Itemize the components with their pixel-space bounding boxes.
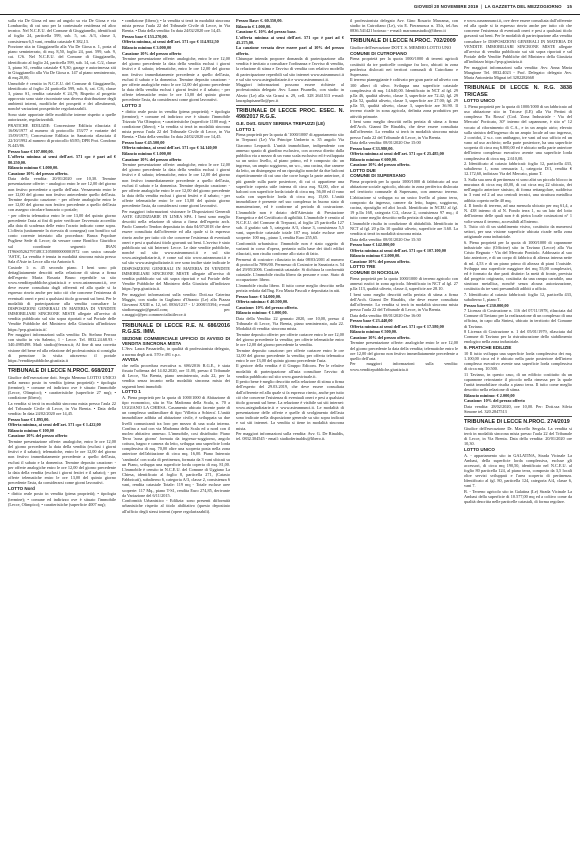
notice-paragraph: 4. Il fondo di terreno, ad una mensola ubicato per mq 61,4, a N. 438 interno di al N. Fondo terra 1, su un lato del lotto dell'interno delle quali non è di pietra locale costruzioni n° 1 volte senza il terreno, accessibili all'interno. xyxy=(464,203,572,224)
notice-paragraph: il professionista delegato Avv. Gino Rosario Marrama, con studio in Cutrofiano (Le), via E. Fieramosca n. 35/a, tel./fax 0836.541421 botosso - e-mail: marramastudio@libero.it xyxy=(350,18,458,34)
notice-paragraph: Piena proprietà per la quota 1000/1000 di fabbricato ad uso abitazione sociale agricolo, ubicato in zona periferica dislocata nel territorio comunale di Supersano, con annesso terreno. L'abitazione si sviluppa su un unico livello al piano terra, composto da ingresso, camere da letto, bagno, soggiorno, cucina, ripostiglio ed altri locali. Identificato in NCEU al fgl. 19 p.lla 168, categoria C/2, classe 2, consistenza 97 mq.; il tutto come meglio descritto nella perizia di stima agli atti. xyxy=(350,179,458,221)
notice-columns xyxy=(8,18,572,836)
price-line: Offerta minima: € 40.500,00. xyxy=(236,299,289,305)
notice-paragraph: Termine presentazione offerte: analogiche entro le ore 12,00 del giorno precedente la data della vendita; telematiche entro le ore 12,00 del giorno non festivo immediatamente precedente a quello dell'asta. xyxy=(350,340,458,361)
notice-paragraph: Il gestore della vendita è il Gruppo Edicom. Per le relative modalità di partecipazione all'asta consultare l'avviso di vendita pubblicato sul sito www.garavirtuale.it. xyxy=(236,363,344,379)
price-line: Cauzione 10% del prezzo offerto. xyxy=(8,170,69,176)
notice-paragraph: Piena proprietà per la quota 1000/1000 di terreni agricoli costituiti da tre particelle contigue fra loro, ubicati in zona periferica dislocati nei territori comunali di Cutrofiano e Supersano. xyxy=(350,56,458,77)
notice-paragraph: Giudice dell'esecuzione Dr. Marcello Sergola. La vendita si terrà in modalità sincrona mista presso l'aula 22 del Tribunale di Lecce, in Via Brenta. Data della vendita: 20/01/2020 ore 10,30. xyxy=(464,425,572,447)
notice-paragraph: Per maggiori informazioni visionare le Disposizioni Generali ASTE GIUDIZIARIE IN LINEA SPA. I beni sono meglio descritti nella relazione di stima a firma dell'esperto arch. Paolo Carmelo Tendon depositata in data 04/07/2018 che deve essere consultata dall'offerente ed alla quale si fa espresso rinvio anche per tutto ciò che concerne l'esistenza di eventuali oneri e pesi a qualsiasi titolo gravanti sui beni. L'avviso è stato pubblicato sui siti Internet: Lecce. Le date vendite pubbliche, nonché sul sito www.asteannunci.it e sul sito www.astegiudiziarie.it, è come sul sito www.asteannunci.it e sul sito www.astegiudiziarie.it ove sono inoltre state indicate le DISPOSIZIONI GENERALI IN MATERIA DI VENDITE IMMOBILIARI SINCRONE MISTE allegate all'avviso di vendita pubblicato sui siti sopra riportati e sul Portale delle Vendite Pubbliche del Ministero della Giustizia all'indirizzo https://pvp.giustizia.it. xyxy=(122,208,230,292)
price-line: Rilancio € 1.000,00. xyxy=(236,23,272,29)
price-line: Prezzo base € 45.500,00 xyxy=(122,139,165,145)
notice-paragraph: Piena proprietà per la quota 1000/1000 di terreno agricolo con annessi rustici in zona agricola. Identificato in NCT al fgl. 27 p.lla 113, qualità uliveto, classe 4, superficie are 28.10. xyxy=(350,275,458,292)
notice-paragraph: Termine deposito cauzione: per offerte cartacee entro le ore 12,00 del giorno precedente la vendita; per offerta telematica entro le ore 13,00 del quinto giorno precedente l'asta. xyxy=(236,347,344,363)
header-page-number: 15 xyxy=(566,4,572,9)
price-line: Offerta minima, ai sensi dell'art. 571 cpc € 34.140,00 xyxy=(122,145,217,151)
notice-paragraph: 7 Licenza di Costruzione n. 116 del 07/11/1978, rilasciata dal Comune di Taviano per la realizzazione di un complesso di una officina, in capo alla Sintesi, ubicato in territorio del Comune di Taviano. xyxy=(464,308,572,329)
notice-paragraph: 3. Sulla sua area di pertinenza vi sono altri un piccolo blocco in muratura di circa mq 40,00, di cui circa mq 22 ubicato, dei nell'angolo anteriore sinistro, di forma rettangolare, suddiviso in 3 vani ed 2 ad uso centrali tecnici, una struttura metallica adibita coperto nelle 40 mq. xyxy=(464,176,572,203)
notice-subheading: LOTTO 1 xyxy=(236,126,255,132)
notice-paragraph: • condizione (libero); • la vendita si terrà in modalità sincrona mista presso l'aula 22 del Tribunale Civile di Lecce, in Via Brenta. • Data della vendita: In data 24/02/2020 ore 14,45. xyxy=(122,18,230,34)
notice-paragraph: Il terreno pianeggiante è coltivato per gran parte ad uliveto con 100 alberi di ulivo. Sviluppa una superficie catastale complessiva di mq. 14.640,00. Identificato in NCT al fgl. 29 p.lla 46, qualità uliveto, classe 3, superficie are 72.42; fgl. 29 p.lla 52, qualità uliveto, classe 3, superficie are 27.00; fgl. 29 p.lla 55, qualità uliveto, classe 3, superficie are 36.90. Il terreno ricade in zona agricola, definita zona produttiva per attività primarie. xyxy=(350,77,458,119)
notice-paragraph: Chiunque intenda proporre domanda di partecipazione alla vendita è invitato a consultare l'ordinanza e l'avviso di vendita, la relazione di stima e l'avviso di vendita con relativo modello di partecipazione reperibili sul sito internet www.asteannunci.it e sul sito www.astegiudiziarie.it e www.asteannunci.it. xyxy=(236,56,344,82)
notice-paragraph: Data della vendita: 08/01/2020 Ore 15:30 xyxy=(350,236,421,242)
notice-paragraph: e www.oaseannunci.it, ove deve essere consultata dall'offerente ed alla quale si fa espresso rinvio anche per tutto ciò che concerne l'esistenza di eventuali oneri e pesi a qualsiasi titolo gravanti sui beni. Per le modalità di partecipazione alla vendita consultare le DISPOSIZIONI GENERALI IN MATERIA DI VENDITE IMMOBILIARI SINCRONE MISTE allegate all'avviso di vendita pubblicato sui siti sopra riportati e sul Portale delle Vendite Pubbliche del Ministero della Giustizia all'indirizzo https://pvp.giustizia.it xyxy=(464,18,572,65)
notice-title: TRIBUNALE DI LECCE N.PROC. 274/2019 xyxy=(464,419,570,426)
notice-paragraph: Per maggiori informazioni sulla vendita: Avv. G. De Rinaldis, tel. 0832.304545 - email: studioderinaldis@libero.it. xyxy=(236,431,344,442)
price-line: Cauzione 10% del prezzo offerto xyxy=(122,156,182,162)
price-line: Rilancio minimo € 1.000,00 xyxy=(122,150,172,156)
notice-paragraph: 10 Il tutto sviluppa una superficie lorda complessiva dei mq. 1.100,00 circa ed è ubicato nella parte posteriore dell'intero complesso esecutivo avente una superficie lorda complessiva di circa mq. 10.500. xyxy=(464,350,572,372)
notice-paragraph: Custode 1: n. 45 secondo piano. I beni sono più dettagliatamente descritti nella relazione di stima a firma dell'esperto Maria Rosaria Bruno reperibile su sito www.venditepubbliche.giustizia.it e www.asteannunci.it, ove deve essere consultata dagli offerenti ed alla quale si fa espresso rinvio anche per tutto ciò che concerne l'esistenza di eventuali oneri e pesi a qualsiasi titolo gravanti sui beni. Per le modalità di partecipazione alla vendita consultare la DISPOSIZIONI GENERALI IN MATERIA DI VENDITE IMMOBILIARI SINCRONE MISTE allegate all'avviso di vendita pubblicato sul sito sopra riportati e sul Portale delle Vendite Pubbliche del Ministero della Giustizia all'indirizzo https://pvp.giustizia.it/. xyxy=(8,264,116,332)
notice-subheading: LOTTO UNICO xyxy=(464,446,495,452)
price-line: Offerta minima, ai sensi dell'art. 571 cpc € 1.422,00 xyxy=(8,422,101,428)
notice-paragraph: I beni sono meglio descritti nella perizia di stima a firma dell'Arch. Gianni De Rinaldis, che deve essere consultata dall'offerente. La vendita si terrà in modalità sincrona mista presso l'aula 22 del Tribunale di Lecce, in Via Brenta. xyxy=(350,291,458,313)
price-line: Prezzo Base: €. 60.350,00. xyxy=(236,18,283,23)
notice-subheading: LOTTO 1 xyxy=(122,389,141,395)
notice-paragraph: Termine deposito offerte: per offerte cartacee entro le ore 12,00 del giorno precedente la vendita; per offerte telematiche entro le ore 12,00 del giorno precedente la vendita. xyxy=(236,331,344,347)
notice-paragraph: Porzione sita in Giuggianello alla Via De Giosa n. 1, posta al piano seminterrato, di mq. 8,50, foglio 24, part. 599, sub. 9, cat. C/6. Nel N.C.E.U. del Comune di Giuggianello, identificato al foglio 24, particella 599, sub. 14, cat. C/2, classe 3, piano S1, rendita catastale € 9,30; garage e autorimessa siti in Giuggianello alla Via De Giosa n. 147 al piano seminterrato, di mq.20,00, xyxy=(8,44,116,81)
price-line: Prezzo base: € 54.000,00. xyxy=(236,293,282,299)
notice-paragraph: 8 Licenza di Costruzione n. 1 del 05/01/1979, rilasciata dal Comune di Taviano per la ristrutturazione dello stabilimento enologico nella zona industriale. xyxy=(464,329,572,345)
notice-paragraph: B. - Terreno agricolo sito in Galatina (Le) Strada Vicinale La Ambasi della superficie di 10.577,00 mq ed a coltivo come da qualità descritta nelle particelle catastali, di forma regolare. xyxy=(464,489,572,505)
notice-paragraph: 5. Tutto ciò di un stabilimento visivo, costituito da numerosi settori, per una visione superficie ubicata ricade nella zona artigianale zona industriale. xyxy=(464,224,572,240)
notice-paragraph: Giudice dell'esecuzione DOTT. S. MEMMO LOTTO UNO xyxy=(350,45,452,51)
price-line: Cauzione 10% del prezzo offerto xyxy=(122,50,182,56)
notice-subheading: LOTTO DUE xyxy=(350,167,376,173)
notice-paragraph: Data vendita: 28/02/2020, ore 10,00. Per: Dott.ssa Silvia Simone tel. 320.2847513 xyxy=(464,403,572,414)
notice-paragraph: Per maggiori informazioni sulla vendita: www.venditepubbliche.giustizia.it xyxy=(350,361,458,372)
notice-title: TRIBUNALE DI LECCE R.E. N. 686/2016 R.G.ES. IMM. xyxy=(122,322,230,335)
header-line: GIOVEDÌ 20 NOVEMBRE 2019 | LA GAZZETTA DEL MEZZOGIORNO 15 xyxy=(413,4,572,9)
notice-subheading: COMUNE DI SUPERSANO xyxy=(350,173,406,179)
notice-subheading: SEZIONE COMMERCIALE UFFICIO DI AVVISO DI VENDITA SINCRONA MISTA xyxy=(122,335,230,346)
notice-paragraph: che nella procedura esecutiva n. 686/2016 R.G.E., è stata fissata l'udienza del 14.02.2020, ore 11.00, presso il Tribunale di Lecce, Via Brenta, piano seminterrato, aula 22, per la vendita senza incanto nella modalità sincrona mista dei seguenti beni immobili: xyxy=(122,362,230,389)
notice-subheading: 9. PRATICHE EDILIZIE xyxy=(464,345,512,351)
notice-paragraph: L'Avv. Laura Passariello, in qualità di professionista delegato, a norma degli artt. 570 e 491 c.p.c. xyxy=(122,346,230,357)
notice-subheading: COMUNE DI NOCIGLIA xyxy=(350,270,399,276)
notice-paragraph: Conformità Urbanistico - Edilizia: sono presenti difformità urbanistiche rispetto al titolo abilitativo (questo depositato all'ufficio degli stessi interni (opere regolarizzabili). xyxy=(122,498,230,514)
price-line: Rilancio minimo € 600,00. xyxy=(350,156,398,162)
price-line: Cauzione 10% del prezzo offerto xyxy=(8,433,68,439)
price-line: Cauzione €. 10% del prezzo base. xyxy=(236,29,297,35)
notice-paragraph: Permessi di costruire: rilasciato in data 08/03/2001 al numero di protocollo 7896/00. Permesso di Costruire in Sanatoria n. 54 del 29/05/2006. Conformità catastale: Si dichiara la conformità catastale. L'immobile risulta libero da persone e cose. Stato di occupazione: libero. xyxy=(236,256,344,283)
column-2 xyxy=(122,18,230,836)
notice-paragraph: sulla via De Giosa ed uno ad angolo su via De Giosa e via Lombardia; di cui uno per la contestuale residenza ed altro tecnico. Nel N.C.E.U. del Comune di Giuggianello, identificati al foglio 24, particella 599, sub. 5, cat. A/3, classe 3, consistenza 6,5 vani, rendita catastale € 382,13. xyxy=(8,18,116,44)
notice-paragraph: A. Piena proprietà per la quota di 1000/1000 di Abitazione di tipo economico, sita in Via Madonna della Scala, n. 70 a UGGIANO LA CHIESA. Casamento ubicato facente parte di un complesso unifamiliare di tipo 'Villetta a Schiera'. L'unità immobiliare adibita ad abitazione civile, è sviluppata su due livelli comunicanti tra loro per mezzo di una scala interna. Confina a sud con via Madonna della Scala ed a nord con il nucleo abitativo annesso. L'immobile, cosi distribuito: Piano Terra 'zona giorno' formata da ingresso-soggiorno, angolo cottura, bagno e camera da letto, sviluppa una superficie lorda complessiva di mq. 70,00 oltre una scoperta posta nella zona anteriore dell'abitazione di circa mq. 16,00. Piano Interrato 'cantinola' con scala di pertinenza, formata da 3 vani ubicati su un Piano, sviluppa una superficie lorda coperta di mq. 81,00. L'immobile è censito in N.C.E.U. del Comune di Uggiano La Chiesa, identificato al foglio 8, particella 271, (Catasto Fabbricati), subalterno 6, categoria A/3, classe 2, consistenza 6 vani, rendita catastale Totale: 119 mq - Totale escluse aree scoperte: 117 Mq., piano T-S1, rendita Euro 274,85, derivante da Variazione del 6/11/2015. xyxy=(122,394,230,498)
price-line: Rilancio minimo: € 1.000,00. xyxy=(236,310,288,316)
notice-paragraph: Data della vendita: 08/01/2020 Ore 16:00 xyxy=(350,312,421,318)
column-1 xyxy=(8,18,116,836)
price-line: Offerta minima ai sensi dell'art. 571 cpc € 17.580,00 xyxy=(350,323,444,329)
notice-paragraph: Data della vendita: 20/01/2020 ore 10,30. Termine presentazione offerte: - analogico entro le ore 12,00 del giorno non festivo precedente a quello dell'asta. Versamento entro le ore 12,00 del giorno non festivo antecedente quello dell'asta. Termine deposito cauzione: - per offerte analogiche entro le ore 12,00 del giorno non festivo precedente a quello dell'asta con assegno circolare bancario o postale; xyxy=(8,176,116,213)
notice-paragraph: • diritto reale posto in vendita (piena proprietà); • tipologia (termine); • comune ed indirizzo ove è situato l'immobile Trizzato Via Olimpico; • caratteristiche (superficie 1100 mq); • condizione (libero); • la vendita si terrà in modalità sincrona mista presso l'aula 22 del Tribunale Civile di Lecce, in Via Brenta. • Data della vendita: In data 24/02/2020 ore 14,45. xyxy=(122,108,230,140)
price-line: L'offerta minima ai sensi dell'art. 571 cpc è pari ad € 45.275,00. xyxy=(236,34,344,45)
notice-paragraph: Sono state apportate delle modifiche interne rispetto a quelle autorizzate, regolarizzabili. xyxy=(8,111,116,123)
price-line: Prezzo base € 230.000,00 xyxy=(464,302,509,308)
notice-divider xyxy=(464,416,572,417)
notice-title: TRIBUNALE DI LECCE PROC. ESEC. N. 498/2017 R.G.E. xyxy=(236,107,344,121)
notice-divider xyxy=(464,82,572,83)
price-line: Cauzione 10% del prezzo offerto. xyxy=(350,162,411,168)
price-line: Prezzo base € 153.270,00. xyxy=(122,33,168,39)
notice-paragraph: I beni sono meglio descritti nella perizia di stima a firma dell'Arch. Gianni De Rinaldis, che deve essere consultata dall'offerente. La vendita si terrà in modalità sincrona mista presso l'aula 22 del Tribunale di Lecce, in Via Brenta. xyxy=(350,119,458,140)
price-line: La cauzione versata deve essere pari al 10% del prezzo offerto. xyxy=(236,45,344,56)
price-line: Cauzione 10% del prezzo offerto. xyxy=(350,258,411,264)
notice-subheading: LOTTO UNICO xyxy=(464,98,495,104)
notice-title: TRIBUNALE DI LECCE N. R.G. 3838 TRICASE xyxy=(464,85,572,98)
notice-paragraph: Per maggiori informazioni sulla vendita: Dr. Stefano Ferrara con studio in via Salento, 1 - Lecce. Tel. 0832.24.68.93 - 340.4985498. Mail: studio@ferrara.it; Al fine di una corretta visione del bene ed alla relazione del professionista si consiglia di prenotare la visita attraverso il portale https://venditepubbliche.giustizia.it xyxy=(8,332,116,363)
notice-paragraph: L'immobile risulta libero. Il tutto come meglio descritto nella perizia redatta dall'Ing. Eva Marta Pascali e depositata in atti. xyxy=(236,282,344,294)
price-line: Rilancio minimo: € 2.000,00 xyxy=(464,392,515,398)
notice-paragraph: Per maggiori informazioni sulla vendita: Dott.ssa Caterina Maggio, con studio in Gagliano d'Otranto (Le) alla Piazza Giovanni XXIII n. 12, tel. 0836/1217 - 1/ 2008/15394; e-mail studiomaggio@gmail.com; pec c.maggio@pec.commercialistilecce.it xyxy=(122,291,230,318)
notice-divider xyxy=(236,105,344,106)
notice-subheading: COMUNE DI CUTROFIANO xyxy=(350,50,407,56)
notice-subheading: G.E. Dott. GIUSY SERENA TREPUZZI (LE) xyxy=(236,120,325,126)
price-line: Rilancio minimo € 500,00. xyxy=(350,329,398,335)
notice-paragraph: Termine presentazione offerte: analogiche, entro le ore 12,00 del giorno precedente la data della vendita esclusi i giorni festivi e il sabato; telematiche, entro le ore 12,00 del giorno non festivo immediatamente precedente a quello dell'asta, esclusi il sabato e la domenica. Termine deposito cauzione: - per offerte analogiche entro le ore 12,00 del giorno precedente la data della vendita esclusi i giorni festivi e il sabato; - per offerte telematiche entro le ore 13,00 del quinto giorno precedente l'asta, da considerarsi come giorni lavorativi. xyxy=(122,56,230,103)
price-line: Prezzo base € 142.800,00 xyxy=(350,242,395,248)
notice-paragraph: 1. Piena proprietà per la quota di 1000/1000 di un fabbricato ad uso abitazione sito in Tricase (LE) alla Via Pertini di complesso 'Ex Rossa' (Cod. 'Zona Industriale - Via del Mercato' Porticato, 30° interno del capannone, è sito n° 12 vocato al rifornimento di C.A., e in un ampio atrio; elevato sulla sinistra dell'ingresso da un ampio locale ad uso ingresso, 2 corridoi, 2 w.c. con antibagno, tre vani ad uso ufficio ed un vano ad uso archivio; nella parte posteriore, ha una superficie scoperta di circa mq 6.800,00 ed è ubicato nella parte anteriore dell'intero complesso esecutivo avente una superficie lorda complessiva di circa mq. 2.610,00. xyxy=(464,103,572,161)
notice-subheading: LOTTO 3 xyxy=(122,102,141,108)
notice-paragraph: 7. Identificato al catasto fabbricati: foglio 12, particella 433, subalterno 1, piano T. xyxy=(464,291,572,303)
notice-subheading: LOTTO Nord xyxy=(8,485,35,491)
header-date: GIOVEDÌ 20 NOVEMBRE 2019 xyxy=(413,4,479,9)
notice-paragraph: Per maggiori informazioni sulla vendita: Avv. Anna Maria Mangione Tel. 0832.4023 - Prof. Delegato: delegato Avv. Maria Antonietta Mignai tel 3282282668 xyxy=(464,64,572,81)
notice-paragraph: A. - appartamento sito in GALATINA, Strada Vicinale La Ambasi, della superficie lorda complessiva, escluse gli accessori, di circa mq 190,50, identificato nel N.C.E.U. al foglio 80 particella 124, al piano terra, composto da 3,5 locali oltre servizi sviluppati e l'area scoperta di pertinenza. Identificato al fgl. 80, particella 124, categoria A/4, classe 6, vani 7. xyxy=(464,452,572,489)
price-line: Cauzione 10% del prezzo offerto. xyxy=(350,334,411,340)
notice-paragraph: Maggiori informazioni possono essere richieste al professionista delegato Avv. Laura Pisanello, con studio in Alezio (Le) alla via Grassi n. 29, cell. 328 2641513 e-mail: lauraplapisanello@pec.it xyxy=(236,82,344,103)
price-line: Prezzo base € 1.895,00. xyxy=(8,416,50,422)
notice-divider xyxy=(8,365,116,366)
price-line: Offerta minima ai sensi dell'art. 571 cpc € 107.100,00 xyxy=(350,247,446,253)
notice-paragraph: Piena proprietà per la quota di '1000/1000' di appartamento sito in Trepuzzi (Le) Via Principe Umberto n. 35 angolo Via Giacomo Leopardi. L'unità immobiliare, indipendente con annesso spazio di giardino esclusivo, con accesso diretto dalla pubblica via a mezzo di un vano scala esclusivo ed è sviluppata su un unico livello, al piano primo, ed è composto da: un ingresso, un ampio soggiorno, un w.c., una cucina, due camere da letto, un disimpegno ed un ripostiglio nonché da due balconi rispettivamente di cui uno che corre lungo la parte anteriore, il più grande sulla parte posteriore, di cui ci appartiene una superficie coperta utile interna di circa mq. 92,00, oltre ai balconi con superficie lorda totale di circa mq. 56,00 ed il vano scala con superficie lorda di circa mq. 15,00. L'unità immobiliare è presente nel suo complesso in buono stato di manutenzione, ed è conforme al periodo di costruzione. L'immobile non è dotato dell'Attestato di Prestazione Energetica e del Certificato di agibilità. L'immobile è censito al N.C.E.U. del Comune di Trepuzzi, al foglio 25 particella 127 sub. 4 grafato sub 5, categoria A/3, classe 3, consistenza 5,5 vani, superficie catastale totale 107 mq. totale escluse aree scoperte: 100 mq., piano 1, rendita Euro 255,65. xyxy=(236,132,344,241)
notice-title: TRIBUNALE DI LECCE N.PROC. 702/2009 xyxy=(350,38,456,45)
notice-paragraph: L'immobile risulta in condizione di abitabilità. Identificato in NCT al fgl. 20 p.lla 10 qualità uliveto, superficie are 3.60. La vendita si terrà in modalità sincrona mista. xyxy=(350,220,458,237)
notice-divider xyxy=(350,35,458,36)
price-line: L'offerta minima ai sensi dell'art. 571 cpc è pari ad € 80.250,00. xyxy=(8,154,116,165)
column-4 xyxy=(350,18,458,836)
notice-paragraph: 11 Taviano, in questo caso, di un edificio costituito da un capannone retrostante il piccolo nella rimessa per la quale l'unità immobiliare risulta a piano terra. Il tutto come meglio descritto nella relazione di stima. xyxy=(464,371,572,393)
notice-paragraph: Unmobile è censito in N.C.E.U. del Comune di Giuggianello, identificato al foglio 24 particella 599, sub. 6, cat. C/6, classe 3, piano S1, rendita catastale € 24,79; Rispetto al progetto approvato sono state riscontrate una diversa distribuzione degli ambienti interni, modifiche dei prospetti e dei allestimenti, nonché variazioni prospettiche regolarizzabili. xyxy=(8,80,116,112)
price-line: Prezzo base € 107.000,00. xyxy=(8,148,54,154)
price-line: Rilancio minimo € 1.000,00. xyxy=(8,165,59,171)
price-line: Rilancio minimo € 2.000,00. xyxy=(350,253,401,259)
notice-paragraph: Termine presentazione offerte: analogiche, entro le ore 12,00 del giorno precedente la data della vendita esclusi i giorni festivi e il sabato; telematiche, entro le ore 12,00 del giorno non festivo immediatamente precedente a quello dell'asta, esclusi il sabato e la domenica. Termine deposito cauzione: - per offerte analogiche entro le ore 12,00 del giorno precedente la data della vendita esclusi i giorni festivi e il sabato; - per offerte telematiche entro le ore 13,00 del quinto giorno precedente l'asta, da considerarsi come giorni lavorativi. xyxy=(122,162,230,209)
price-line: Offerta minima, ai sensi dell'art. 571 cpc € 114.952,50 xyxy=(122,39,219,45)
header-paper: LA GAZZETTA DEL MEZZOGIORNO xyxy=(484,4,562,9)
notice-paragraph: - per offerta telematica entro le ore 13,00 del quinto giorno precedente l'asta ai fini di poter verificare l'avvenuto accredito alla data di scadenza delle entro l'orario indicato come sopra. L'offerta (unitamente la ricevuta di consegna) con bonifico sul conto corrente intestato alla procedura: Banca Popolare Pugliese Sede di Lecce; da versare come Bonifico Giuridico sul coordinate seguenti: IBAN IT96S0526279748CC1050000000001972 con unica causale 'ASTA', La vendita è tenuta in modalità sincrona mista presso Sala d'Aste in Lecce alla via Antonio 6. xyxy=(8,212,116,265)
price-line: Cauzione: 10% del prezzo offerto xyxy=(464,398,525,404)
price-line: Cauzione: 10% del prezzo offerto. xyxy=(236,304,298,310)
notice-paragraph: Termine presentazione offerte: analogiche, entro le ore 12,00 del giorno precedente la data della vendita (esclusi i giorni festivi e il sabato); telematiche, entro le ore 12,00 del giorno non festivo immediatamente precedente a quello dell'asta, esclusi il sabato e la domenica. Termine deposito cauzione: - per offerte analogiche entro le ore 12,00 del giorno precedente la data della vendita (esclusi i giorni festivi e il sabato); - per offerte telematiche entro le ore 13,00 del quinto giorno precedente l'asta, da considerarsi come giorni lavorativi. xyxy=(8,438,116,486)
notice-paragraph: 6. Piena proprietà per la quota di 1000/1000 di capannone industriale sito (Officine) sito in Taviano (Lecce) alla Via Cristo Regnato - Via del Mercato Pontiolo. Addossato al suo lato anteriore, e di un corpo di fabbrica di altezza interna nette di ml. 4,53 e di un piano primo di altezza di piani 1'outside. Sviluppa una superficie maggiore dei mq 55,00 complessivi, ed è formato da due parti distinte: la metà di fronte, prevista dal progetto originario, costituita da una rampa carrabile, una struttura metallica, nonché senza alcuna autorizzazione, costituita da tre vani presumibili adibiti a ufficio. xyxy=(464,239,572,292)
notice-paragraph: Il perito bene è meglio descritto nella relazione di stima a firma dell'esperto del 29.03.2019, che deve essere consultata dall'offerente ed alla quale si fa espresso rinvio, anche per tutto ciò che concerne l'esistenza di eventuali oneri e pesi a qualsiasi titolo gravanti sul bene. La relazione è visibile sui siti internet: www.astegiudiziarie.it e www.asteannunci.it. Le modalità di presentazione delle offerte e quelle di svolgimento dell'asta sono indicate nella disposizione generale su sito sopra indicati e sui siti internet. La vendita si tiene in modalità sincrona mista. xyxy=(236,379,344,431)
notice-paragraph: Giudice dell'esecuzione dott. Sergio Memmo LOTTO UNICO nella mezzo posto in vendita (piena proprietà): • tipologia (termine); • comune ed indirizzo ove è situato l'immobile (Lecce, Olimpico); • caratteristiche (superficie 27 mq); • condizione (libero); xyxy=(8,374,116,401)
column-5 xyxy=(464,18,572,836)
notice-paragraph: 2. Identificato al catasto fabbricati: foglio 12, particella 433, subalterno 1, zona censuaria 1, categoria D/1, rendita € 12.172,60, indirizzo Via del Mercato, piano T. xyxy=(464,161,572,177)
notice-paragraph: • diritto reale posto in vendita (piena proprietà); • tipologia (termine); • comune ed indirizzo ove è situato l'immobile (Lecce, Olimpico); • caratteristiche (superficie 4007 mq); xyxy=(8,491,116,507)
price-line: Offerta minima ai sensi dell'art. 571 cpc € 25.485,00 xyxy=(350,151,444,157)
price-line: Rilancio minimo € 3.000,00 xyxy=(122,44,172,50)
price-line: Prezzo base € 23.440,00 xyxy=(350,318,393,324)
notice-subheading: LOTTO TRE xyxy=(350,264,376,270)
price-line: Prezzo base € 33.980,00. xyxy=(350,145,394,151)
notice-paragraph: Data della vendita: 08/01/2020 Ore 15:00 xyxy=(350,140,421,146)
notice-subheading: AVVISA xyxy=(122,357,139,363)
column-3 xyxy=(236,18,344,836)
notice-divider xyxy=(122,320,230,321)
notice-paragraph: Data della Vendita: 22 gennaio 2020, ore 10,00, presso il Tribunale di Lecce, Via Brenta, piano seminterrato, aula 22. Modalità di vendita: sincrona mista. xyxy=(236,315,344,332)
notice-paragraph: La vendita si terrà in modalità sincrona mista presso l'aula 22 del Tribunale Civile di Lecce, in Via Brenta. • Data della vendita: In data 24/02/2020 ore 14,45. xyxy=(8,400,116,417)
price-line: Rilancio minimo € 100,00 xyxy=(8,427,55,433)
notice-title: TRIBUNALE DI LECCE N.PROC. 668/2017 xyxy=(8,368,114,374)
notice-paragraph: PRATICHE EDILIZIE: Concessione Edilizia rilasciata il 16/06/1977 al numero di protocollo 153/77 e variante del 15/09/1977; Concessione Edilizia in Sanatoria rilasciata il 22/10/1992 al numero di protocollo 65/85; DPR Prot. Condono N.445/86. xyxy=(8,122,116,149)
page-header xyxy=(0,0,580,15)
notice-paragraph: Conformità urbanistica: l'immobile non è stato oggetto di varianti in corso d'opera, pertanto sulla base dei titoli edilizi rilasciati, non risulta conforme allo stato di fatto. xyxy=(236,240,344,257)
